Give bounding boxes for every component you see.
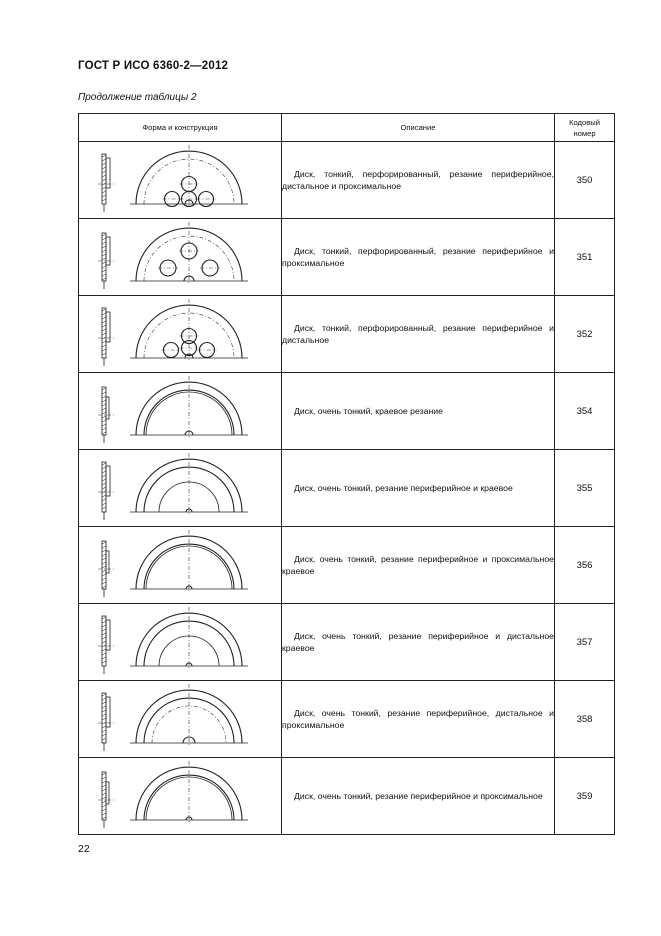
- column-header-shape: Форма и конструкция: [79, 114, 282, 142]
- disc-drawing: [79, 296, 282, 372]
- front-view: [130, 453, 248, 514]
- side-view: [98, 154, 114, 212]
- description-text: Диск, тонкий, перфорированный, резание периферийное, дистальное и проксимальное: [282, 169, 554, 191]
- description-cell: [282, 450, 555, 527]
- disc-drawing: [79, 219, 282, 295]
- side-view: [98, 541, 114, 597]
- disc-drawing: [79, 604, 282, 680]
- side-view: [98, 693, 114, 751]
- description-cell: [282, 373, 555, 450]
- front-view: [130, 761, 248, 822]
- page-number: 22: [78, 843, 90, 855]
- table-row: [79, 142, 615, 219]
- column-header-description: Описание: [282, 114, 555, 142]
- disc-drawing: [79, 142, 282, 218]
- description-cell: [282, 142, 555, 219]
- front-view: [130, 145, 248, 207]
- shape-figure-cell: [79, 373, 282, 450]
- shape-figure-cell: [79, 681, 282, 758]
- shape-figure-cell: [79, 142, 282, 219]
- code-number-cell: 351: [555, 219, 615, 296]
- table-header-row: [79, 114, 615, 142]
- disc-drawing: [79, 527, 282, 603]
- description-cell: [282, 527, 555, 604]
- description-cell: [282, 758, 555, 835]
- specification-table: [78, 113, 615, 835]
- code-number-cell: 350: [555, 142, 615, 219]
- code-number-cell: 358: [555, 681, 615, 758]
- side-view: [98, 387, 114, 443]
- table-row: [79, 527, 615, 604]
- description-cell: [282, 604, 555, 681]
- table-row: [79, 604, 615, 681]
- disc-drawing: [79, 758, 282, 834]
- description-text: Диск, очень тонкий, краевое резание: [294, 406, 443, 416]
- code-number-cell: 357: [555, 604, 615, 681]
- code-number-cell: 355: [555, 450, 615, 527]
- code-number-cell: 352: [555, 296, 615, 373]
- description-text: Диск, тонкий, перфорированный, резание периферийное и дистальное: [282, 323, 554, 345]
- shape-figure-cell: [79, 604, 282, 681]
- front-view: [130, 530, 248, 591]
- shape-figure-cell: [79, 450, 282, 527]
- description-cell: [282, 296, 555, 373]
- shape-figure-cell: [79, 758, 282, 835]
- front-view: [130, 376, 248, 437]
- side-view: [98, 462, 114, 520]
- description-text: Диск, тонкий, перфорированный, резание периферийное и проксимальное: [282, 246, 554, 268]
- table-row: [79, 758, 615, 835]
- side-view: [98, 233, 114, 289]
- column-header-code: Кодовый номер: [555, 114, 615, 142]
- disc-drawing: [79, 373, 282, 449]
- document-title: ГОСТ Р ИСО 6360-2—2012: [78, 60, 229, 72]
- code-number-cell: 356: [555, 527, 615, 604]
- side-view: [98, 772, 114, 828]
- shape-figure-cell: [79, 219, 282, 296]
- front-view: [130, 607, 248, 668]
- table-row: [79, 373, 615, 450]
- description-cell: [282, 219, 555, 296]
- code-number-cell: 354: [555, 373, 615, 450]
- description-text: Диск, очень тонкий, резание периферийное, дистальное и проксимальное: [282, 708, 554, 730]
- code-number-cell: 359: [555, 758, 615, 835]
- shape-figure-cell: [79, 527, 282, 604]
- side-view: [98, 616, 114, 674]
- front-view: [130, 684, 248, 745]
- table-row: [79, 296, 615, 373]
- side-view: [98, 308, 114, 366]
- description-text: Диск, очень тонкий, резание периферийное и проксимальное краевое: [282, 554, 554, 576]
- description-text: Диск, очень тонкий, резание периферийное и дистальное краевое: [282, 631, 554, 653]
- table-row: [79, 219, 615, 296]
- front-view: [130, 299, 248, 360]
- description-cell: [282, 681, 555, 758]
- table-row: [79, 450, 615, 527]
- disc-drawing: [79, 450, 282, 526]
- disc-drawing: [79, 681, 282, 757]
- description-text: Диск, очень тонкий, резание периферийное и проксимальное: [294, 791, 543, 801]
- table-caption: Продолжение таблицы 2: [78, 92, 197, 103]
- front-view: [130, 222, 248, 283]
- shape-figure-cell: [79, 296, 282, 373]
- table-row: [79, 681, 615, 758]
- description-text: Диск, очень тонкий, резание периферийное и краевое: [294, 483, 513, 493]
